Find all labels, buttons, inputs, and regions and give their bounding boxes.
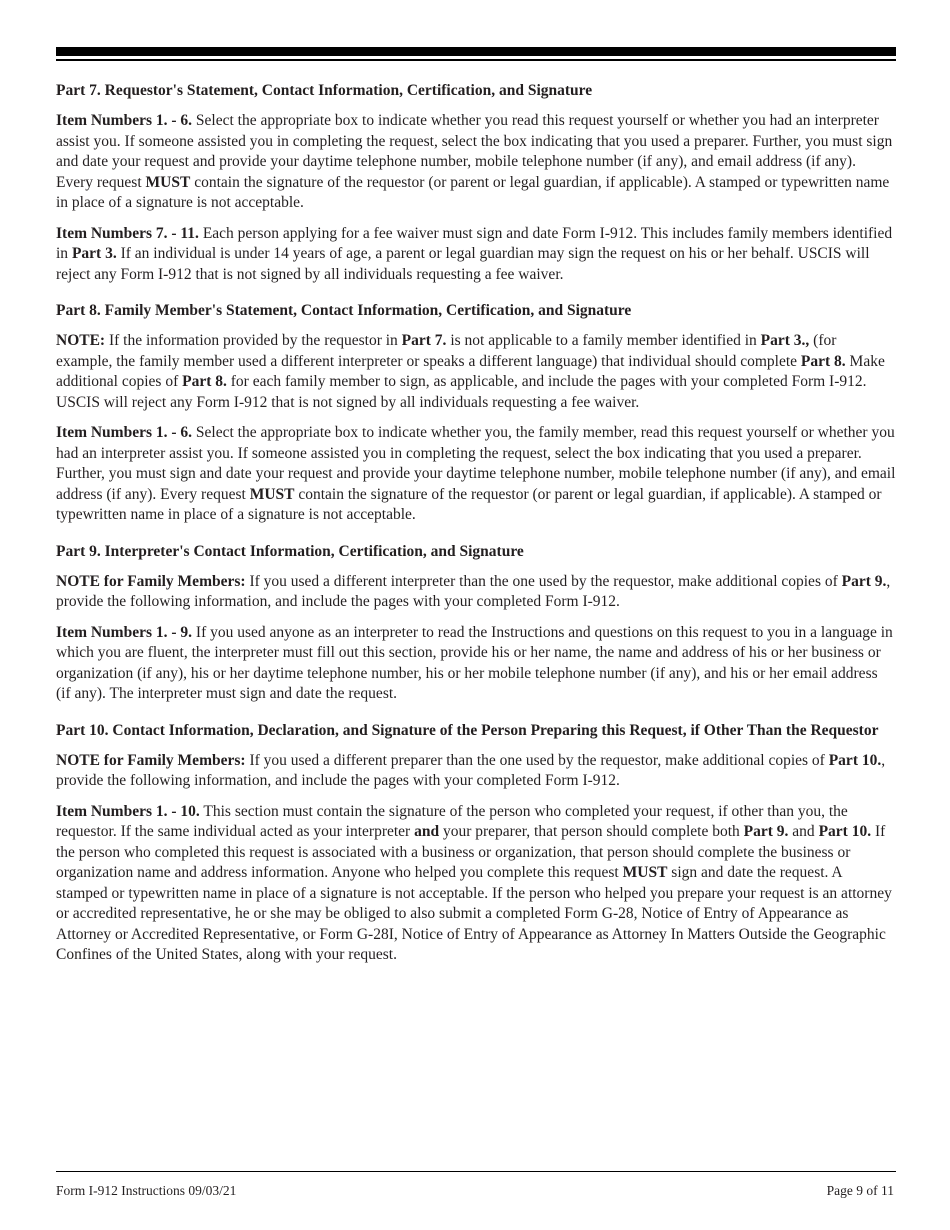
emphasis: MUST <box>622 864 668 881</box>
text-run: Each person applying for a fee waiver must sign and date Form I-912. This includes family members identified in <box>56 224 893 262</box>
emphasis: Part 10. <box>818 823 872 840</box>
text-run: If an individual is under 14 years of age, a parent or legal guardian may sign the request on his or her behalf. USCIS will reject any Form I-912 that is not signed by all individuals requesting a fee waiver. <box>56 245 870 283</box>
text-run: sign and date the request. A stamped or typewritten name in place of a signature is not acceptable. If the person who helped you prepare your request is an attorney or accredited representative, he or she may be obliged to also submit a completed Form G-28, Notice of Entry of Appearance as Attorney or Accredited Representative, or Form G-28I, Notice of Entry of Appearance as Attorney In Matters Outside the Geographic Confines of the United States, along with your request. <box>56 864 892 963</box>
footer-rule <box>56 1171 896 1172</box>
text-run: This section must contain the signature of the person who completed your request, if other than you, the requestor. If the same individual acted as your interpreter <box>56 802 848 840</box>
footer-page-number: Page 9 of 11 <box>826 1183 894 1198</box>
header-rule-thin <box>56 59 896 61</box>
emphasis: Part 3. <box>71 245 117 262</box>
emphasis: MUST <box>145 173 191 191</box>
text-run: If you used a different preparer than the one used by the requestor, make additional copies of <box>245 751 829 769</box>
text-run: , provide the following information, and include the pages with your completed Form I-912. <box>56 572 891 610</box>
header-rule-thick <box>56 47 896 56</box>
text-run: your preparer, that person should complete both <box>439 823 744 840</box>
text-run: , provide the following information, and include the pages with your completed Form I-912. <box>56 751 886 789</box>
text-run: is not applicable to a family member identified in <box>446 332 761 349</box>
emphasis: Part 8. <box>800 352 846 370</box>
item-lead: Item Numbers 1. - 9. <box>56 623 193 641</box>
part7-items-7-11 <box>56 224 896 286</box>
part8-items-1-6 <box>56 423 896 526</box>
text-run: Make additional copies of <box>56 352 885 390</box>
part7-items-1-6 <box>56 111 896 214</box>
text-run: for each family member to sign, as applicable, and include the pages with your completed Form I-912. USCIS will reject any Form I-912 that is not signed by all individuals requesting a fee waiver. <box>56 373 867 411</box>
text-run: contain the signature of the requestor (or parent or legal guardian, if applicable). A stamped or typewritten name in place of a signature is not acceptable. <box>56 485 882 523</box>
emphasis: MUST <box>249 485 295 503</box>
emphasis: and <box>414 823 440 840</box>
part7-heading: Part 7. Requestor's Statement, Contact Information, Certification, and Signature <box>56 82 593 99</box>
emphasis: Part 9. <box>743 823 789 840</box>
footer-form-id: Form I-912 Instructions 09/03/21 <box>56 1183 237 1198</box>
text-run: If the person who completed this request is associated with a business or organization, that person should complete the business or organization name and address information. Anyone who helped you complete this request <box>56 823 886 881</box>
text-run: Select the appropriate box to indicate whether you, the family member, read this request yourself or whether you had an interpreter assist you. If someone assisted you in completing the request, select the box indicating that you used a preparer. Further, you must sign and date your request and provide your daytime telephone number, mobile telephone number (if any), and email address (if any). Every request <box>56 424 896 503</box>
part9-items-1-9 <box>56 623 896 705</box>
part10-items-1-10 <box>56 802 896 966</box>
part10-heading: Part 10. Contact Information, Declaration, and Signature of the Person Preparing this Request, if Other Than the Requestor <box>56 721 879 739</box>
text-run: If the information provided by the requestor in <box>105 332 402 349</box>
item-lead: Item Numbers 7. - 11. <box>56 224 199 242</box>
item-lead: Item Numbers 1. - 10. <box>56 802 200 820</box>
part8-note <box>56 331 896 413</box>
text-run: contain the signature of the requestor (or parent or legal guardian, if applicable). A stamped or typewritten name in place of a signature is not acceptable. <box>56 173 890 211</box>
part8-heading: Part 8. Family Member's Statement, Contact Information, Certification, and Signature <box>56 302 632 319</box>
note-lead: NOTE for Family Members: <box>56 572 246 590</box>
text-run: Select the appropriate box to indicate whether you read this request yourself or whether you had an interpreter assist you. If someone assisted you in completing the request, select the box indicating that you used a preparer. Further, you must sign and date your request and provide your daytime telephone number, mobile telephone number (if any), and email address (if any). Every request <box>56 112 893 191</box>
note-lead: NOTE for Family Members: <box>56 751 246 769</box>
text-run: If you used a different interpreter than the one used by the requestor, make additional copies of <box>245 572 842 590</box>
emphasis: Part 7. <box>401 332 447 349</box>
text-run: and <box>788 823 819 840</box>
emphasis: Part 9. <box>841 572 887 590</box>
emphasis: Part 10. <box>828 751 882 769</box>
part9-note <box>56 572 896 613</box>
text-run: If you used anyone as an interpreter to read the Instructions and questions on this request to you in a language in which you are fluent, the interpreter must fill out this section, provide his or her name, the name and address of his or her business or organization (if any), his or her daytime telephone number, his or her mobile telephone number (if any), and his or her email address (if any). The interpreter must sign and date the request. <box>56 623 893 702</box>
item-lead: Item Numbers 1. - 6. <box>56 424 193 441</box>
part10-note <box>56 751 896 792</box>
part9-heading: Part 9. Interpreter's Contact Information, Certification, and Signature <box>56 542 524 560</box>
text-run: (for example, the family member used a different interpreter or speaks a different language) that individual should complete <box>56 332 837 370</box>
note-lead: NOTE: <box>56 332 106 349</box>
emphasis: Part 3., <box>760 332 810 349</box>
emphasis: Part 8. <box>182 373 227 390</box>
page-body <box>56 81 896 976</box>
item-lead: Item Numbers 1. - 6. <box>56 112 193 129</box>
